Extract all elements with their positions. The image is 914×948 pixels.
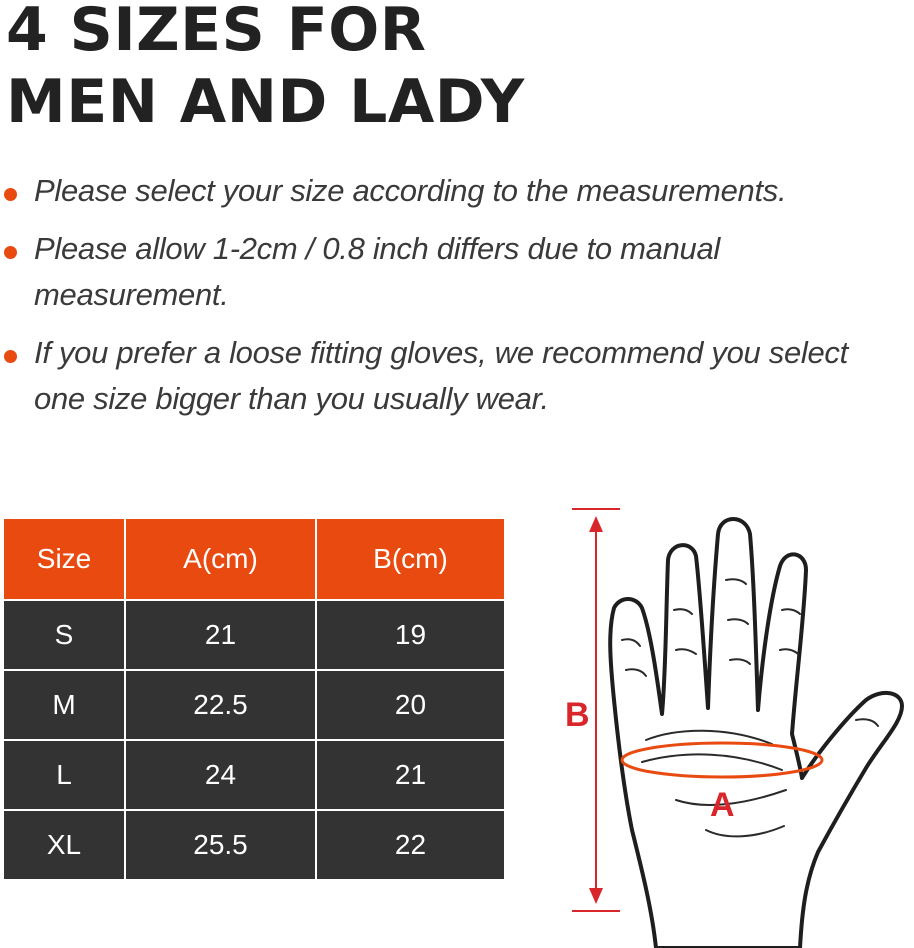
cell-size: L	[3, 740, 125, 810]
hand-measurement-diagram	[556, 500, 914, 948]
note-item	[0, 168, 914, 214]
title-line-1: 4 SIZES FOR	[6, 0, 427, 65]
header-size: Size	[3, 518, 125, 600]
sizing-notes	[0, 168, 914, 434]
bullet-dot-icon	[4, 350, 17, 363]
cell-a: 21	[125, 600, 316, 670]
note-item	[0, 330, 864, 422]
table-row	[3, 670, 505, 740]
table-header-row	[3, 518, 505, 600]
cell-b: 20	[316, 670, 505, 740]
cell-size: XL	[3, 810, 125, 880]
bullet-dot-icon	[4, 246, 17, 259]
cell-b: 22	[316, 810, 505, 880]
note-text: If you prefer a loose fitting gloves, we recommend you select one size bigger than you usually wear.	[34, 335, 848, 416]
cell-b: 19	[316, 600, 505, 670]
title-line-2: MEN AND LADY	[6, 67, 525, 137]
cell-b: 21	[316, 740, 505, 810]
circumference-a-label: A	[710, 786, 735, 824]
cell-a: 25.5	[125, 810, 316, 880]
header-a: A(cm)	[125, 518, 316, 600]
length-b-label: B	[565, 696, 590, 734]
page-title	[6, 0, 525, 138]
header-b: B(cm)	[316, 518, 505, 600]
cell-size: S	[3, 600, 125, 670]
note-text: Please select your size according to the measurements.	[34, 173, 787, 208]
note-text: Please allow 1-2cm / 0.8 inch differs due to manual measurement.	[34, 231, 721, 312]
cell-size: M	[3, 670, 125, 740]
table-row	[3, 740, 505, 810]
cell-a: 24	[125, 740, 316, 810]
size-chart-table	[2, 517, 506, 881]
table-row	[3, 600, 505, 670]
note-item	[0, 226, 814, 318]
cell-a: 22.5	[125, 670, 316, 740]
bullet-dot-icon	[4, 188, 17, 201]
table-row	[3, 810, 505, 880]
hand-outline-icon	[610, 519, 902, 948]
